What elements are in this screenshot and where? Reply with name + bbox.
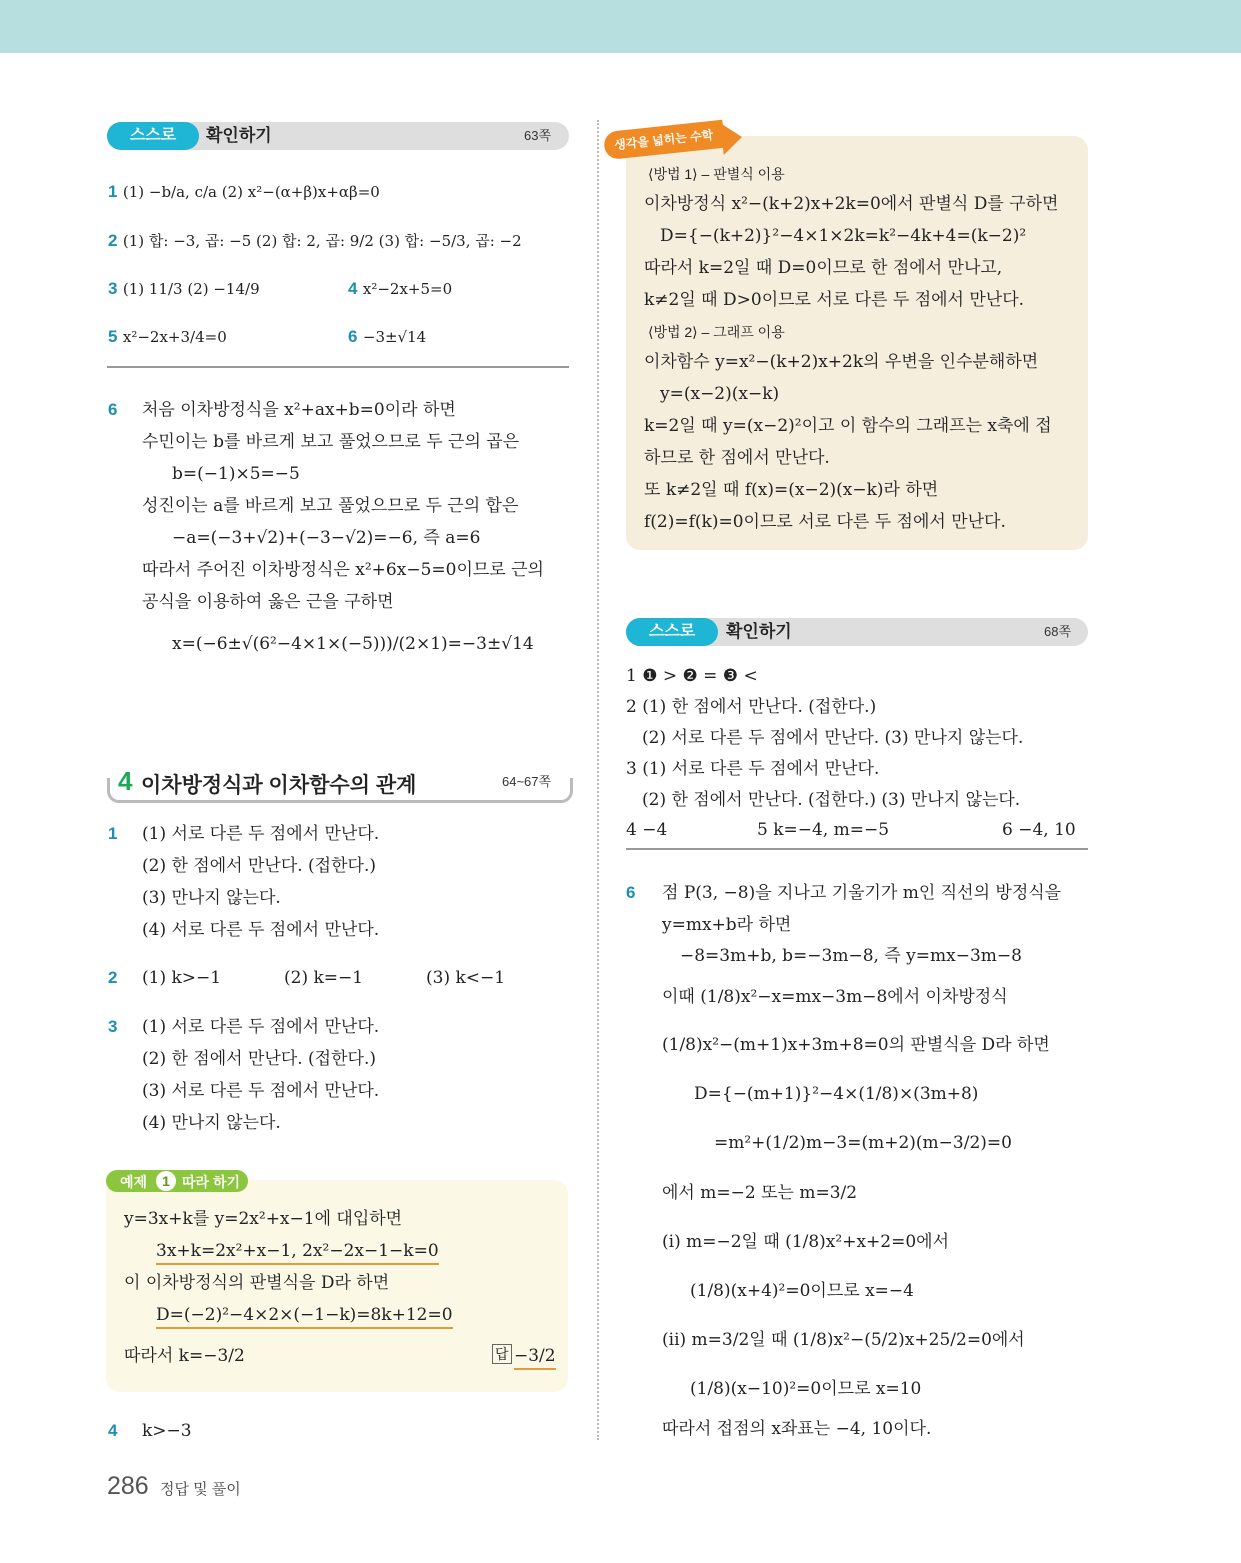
self-check-title: 확인하기 <box>206 126 272 145</box>
q2-item: (2) k=−1 <box>284 968 364 988</box>
self-check-pill: 스스로 <box>626 618 718 646</box>
self-check-page: 63쪽 <box>524 128 552 143</box>
answer-line: 2 (1) 한 점에서 만난다. (접한다.) <box>626 697 877 717</box>
method-2: ⟨방법 2⟩ – 그래프 이용 <box>648 324 785 340</box>
think-line: D={−(k+2)}²−4×1×2k=k²−4k+4=(k−2)² <box>660 226 1027 246</box>
think-line: k≠2일 때 D>0이므로 서로 다른 두 점에서 만난다. <box>644 290 1025 310</box>
solution-line: D={−(m+1)}²−4×(1/8)×(3m+8) <box>694 1084 979 1104</box>
q1-item: (4) 서로 다른 두 점에서 만난다. <box>142 920 380 940</box>
answer-1: 1 (1) −b/a, c/a (2) x²−(α+β)x+αβ=0 <box>108 182 380 201</box>
think-line: y=(x−2)(x−k) <box>660 384 780 404</box>
q3-item: (4) 만나지 않는다. <box>142 1113 281 1133</box>
answer-line: 1 ❶ > ❷ = ❸ < <box>626 666 758 686</box>
q1-item: (2) 한 점에서 만난다. (접한다.) <box>142 856 376 876</box>
section-number: 4 <box>118 766 133 796</box>
example-line: 따라서 k=−3/2 <box>124 1346 245 1366</box>
method-1: ⟨방법 1⟩ – 판별식 이용 <box>648 166 785 182</box>
answer-6: 6 −3±√14 <box>348 327 427 346</box>
solution-line: 성진이는 a를 바르게 보고 풀었으므로 두 근의 합은 <box>142 496 519 516</box>
solution-line: (1/8)x²−(m+1)x+3m+8=0의 판별식을 D라 하면 <box>662 1035 1050 1055</box>
think-line: 따라서 k=2일 때 D=0이므로 한 점에서 만나고, <box>644 258 1003 278</box>
page-footer-label: 정답 및 풀이 <box>160 1481 241 1498</box>
answer-6: 6 −4, 10 <box>1002 820 1076 840</box>
self-check-pill: 스스로 <box>107 122 199 150</box>
solution-line: 이때 (1/8)x²−x=mx−3m−8에서 이차방정식 <box>662 987 1008 1007</box>
answer-4: 4 −4 <box>626 820 668 840</box>
top-band <box>0 0 1241 53</box>
answer-2: 2 (1) 합: −3, 곱: −5 (2) 합: 2, 곱: 9/2 (3) 합: −5/3, 곱: −2 <box>108 231 522 250</box>
solution-line: 수민이는 b를 바르게 보고 풀었으므로 두 근의 곱은 <box>142 432 520 452</box>
think-banner-text: 생각을 넓히는 수학 <box>613 127 714 153</box>
divider <box>107 366 569 368</box>
answer-5: 5 x²−2x+3/4=0 <box>108 327 227 346</box>
think-line: 하므로 한 점에서 만난다. <box>644 448 830 468</box>
section-underline <box>107 778 573 803</box>
q3-item: (2) 한 점에서 만난다. (접한다.) <box>142 1049 376 1069</box>
example-answer: −3/2 <box>514 1344 556 1370</box>
answer-line: (2) 서로 다른 두 점에서 만난다. (3) 만나지 않는다. <box>642 728 1024 748</box>
q2-number: 2 <box>108 968 118 987</box>
example-line: 이 이차방정식의 판별식을 D라 하면 <box>124 1273 390 1293</box>
q1-item: (3) 만나지 않는다. <box>142 888 281 908</box>
q2-item: (3) k<−1 <box>426 968 506 988</box>
think-line: f(2)=f(k)=0이므로 서로 다른 두 점에서 만난다. <box>644 512 1006 532</box>
q1-number: 1 <box>108 824 118 843</box>
self-check-title: 확인하기 <box>726 622 792 641</box>
solution-line: −a=(−3+√2)+(−3−√2)=−6, 즉 a=6 <box>172 528 481 548</box>
solution-line: 에서 m=−2 또는 m=3/2 <box>662 1183 858 1203</box>
solution-line: x=(−6±√(6²−4×1×(−5)))/(2×1)=−3±√14 <box>172 634 534 654</box>
solution-6-number: 6 <box>626 883 636 902</box>
example-label <box>106 1170 248 1192</box>
answer-mark: 답 <box>492 1344 512 1364</box>
answer-line: (2) 한 점에서 만난다. (접한다.) (3) 만나지 않는다. <box>642 790 1021 810</box>
solution-line: 처음 이차방정식을 x²+ax+b=0이라 하면 <box>142 400 456 420</box>
q3-item: (3) 서로 다른 두 점에서 만난다. <box>142 1081 380 1101</box>
example-label-follow: 따라 하기 <box>182 1174 240 1190</box>
solution-line: y=mx+b라 하면 <box>662 915 792 935</box>
section-title: 이차방정식과 이차함수의 관계 <box>141 774 417 797</box>
solution-line: 점 P(3, −8)을 지나고 기울기가 m인 직선의 방정식을 <box>662 883 1062 903</box>
solution-line: (ii) m=3/2일 때 (1/8)x²−(5/2)x+25/2=0에서 <box>662 1330 1025 1350</box>
self-check-page: 68쪽 <box>1044 624 1072 639</box>
answer-line: 3 (1) 서로 다른 두 점에서 만난다. <box>626 759 880 779</box>
think-line: k=2일 때 y=(x−2)²이고 이 함수의 그래프는 x축에 접 <box>644 416 1052 436</box>
page-number: 286 <box>107 1472 149 1500</box>
example-line: D=(−2)²−4×2×(−1−k)=8k+12=0 <box>156 1303 453 1329</box>
q4-text: k>−3 <box>142 1421 192 1441</box>
q2-item: (1) k>−1 <box>142 968 222 988</box>
divider <box>626 848 1088 850</box>
example-line: 3x+k=2x²+x−1, 2x²−2x−1−k=0 <box>156 1239 439 1265</box>
section-page: 64~67쪽 <box>502 774 552 789</box>
think-line: 이차방정식 x²−(k+2)x+2k=0에서 판별식 D를 구하면 <box>644 194 1059 214</box>
q4-number: 4 <box>108 1421 118 1440</box>
think-line: 이차함수 y=x²−(k+2)x+2k의 우변을 인수분해하면 <box>644 352 1039 372</box>
solution-line: 공식을 이용하여 옳은 근을 구하면 <box>142 592 394 612</box>
example-label-text: 예제 <box>120 1174 148 1190</box>
example-number: 1 <box>156 1171 176 1191</box>
answer-5: 5 k=−4, m=−5 <box>757 820 890 840</box>
solution-line: 따라서 주어진 이차방정식은 x²+6x−5=0이므로 근의 <box>142 560 544 580</box>
answer-3: 3 (1) 11/3 (2) −14/9 <box>108 279 260 298</box>
think-banner-arrow <box>720 121 743 155</box>
q3-item: (1) 서로 다른 두 점에서 만난다. <box>142 1017 380 1037</box>
solution-line: (1/8)(x−10)²=0이므로 x=10 <box>690 1379 922 1399</box>
answer-4: 4 x²−2x+5=0 <box>348 279 453 298</box>
solution-line: =m²+(1/2)m−3=(m+2)(m−3/2)=0 <box>714 1133 1012 1153</box>
solution-6-number: 6 <box>108 400 118 419</box>
q1-item: (1) 서로 다른 두 점에서 만난다. <box>142 824 380 844</box>
solution-line: b=(−1)×5=−5 <box>172 464 300 484</box>
q3-number: 3 <box>108 1017 118 1036</box>
solution-line: (i) m=−2일 때 (1/8)x²+x+2=0에서 <box>662 1232 950 1252</box>
solution-line: (1/8)(x+4)²=0이므로 x=−4 <box>690 1281 914 1301</box>
solution-line: 따라서 접점의 x좌표는 −4, 10이다. <box>662 1419 932 1439</box>
solution-line: −8=3m+b, b=−3m−8, 즉 y=mx−3m−8 <box>680 946 1022 966</box>
think-line: 또 k≠2일 때 f(x)=(x−2)(x−k)라 하면 <box>644 480 939 500</box>
example-line: y=3x+k를 y=2x²+x−1에 대입하면 <box>124 1209 403 1229</box>
column-divider <box>597 120 599 1440</box>
